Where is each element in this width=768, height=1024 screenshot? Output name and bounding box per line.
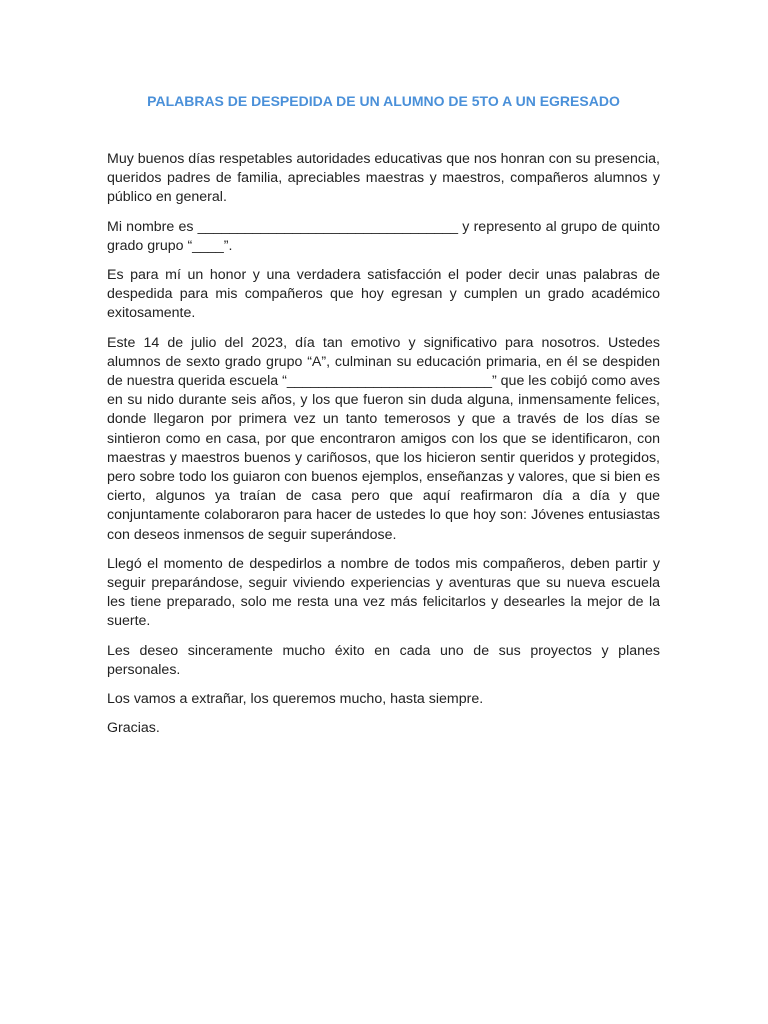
paragraph-honor: Es para mí un honor y una verdadera satisfacción el poder decir unas palabras de despedida para mis compañeros que hoy egresan y cumplen un grado académico exitosamente.: [107, 267, 660, 322]
paragraph-main: Este 14 de julio del 2023, día tan emotivo y significativo para nosotros. Ustedes alumnos de sexto grado grupo “A”, culminan su educación primaria, en él se despiden de nuestra querida escuela “__________________________” que les cobijó como aves en su nido durante seis años, y los que fueron sin duda alguna, inmensamente felices, donde llegaron por primera vez un tanto temerosos y que a través de los días se sintieron como en casa, por que encontraron amigos con los que se identificaron, con maestras y maestros buenos y cariñosos, que los hicieron sentir queridos y protegidos, pero sobre todo los guiaron con buenos ejemplos, enseñanzas y valores, que si bien es cierto, algunos ya traían de casa pero que aquí reafirmaron día a día y que conjuntamente colaboraron para hacer de ustedes lo que hoy son: Jóvenes entusiastas con deseos inmensos de seguir superándose.: [107, 334, 660, 543]
document-title: PALABRAS DE DESPEDIDA DE UN ALUMNO DE 5TO A UN EGRESADO: [147, 93, 620, 109]
paragraph-name: Mi nombre es _________________________________ y represento al grupo de quinto grado grupo “____”.: [107, 218, 660, 254]
paragraph-miss-you: Los vamos a extrañar, los queremos mucho, hasta siempre.: [107, 691, 484, 708]
paragraph-farewell: Llegó el momento de despedirlos a nombre de todos mis compañeros, deben partir y seguir preparándose, seguir viviendo experiencias y aventuras que su nueva escuela les tiene preparado, solo me resta una vez más felicitarlos y desearles la mejor de la suerte.: [107, 555, 660, 630]
paragraph-greeting: Muy buenos días respetables autoridades educativas que nos honran con su presencia, queridos padres de familia, apreciables maestras y maestros, compañeros alumnos y público en general.: [107, 151, 660, 206]
paragraph-thanks: Gracias.: [107, 720, 160, 737]
paragraph-wishes: Les deseo sinceramente mucho éxito en cada uno de sus proyectos y planes personales.: [107, 642, 660, 678]
document-page: [107, 92, 660, 748]
